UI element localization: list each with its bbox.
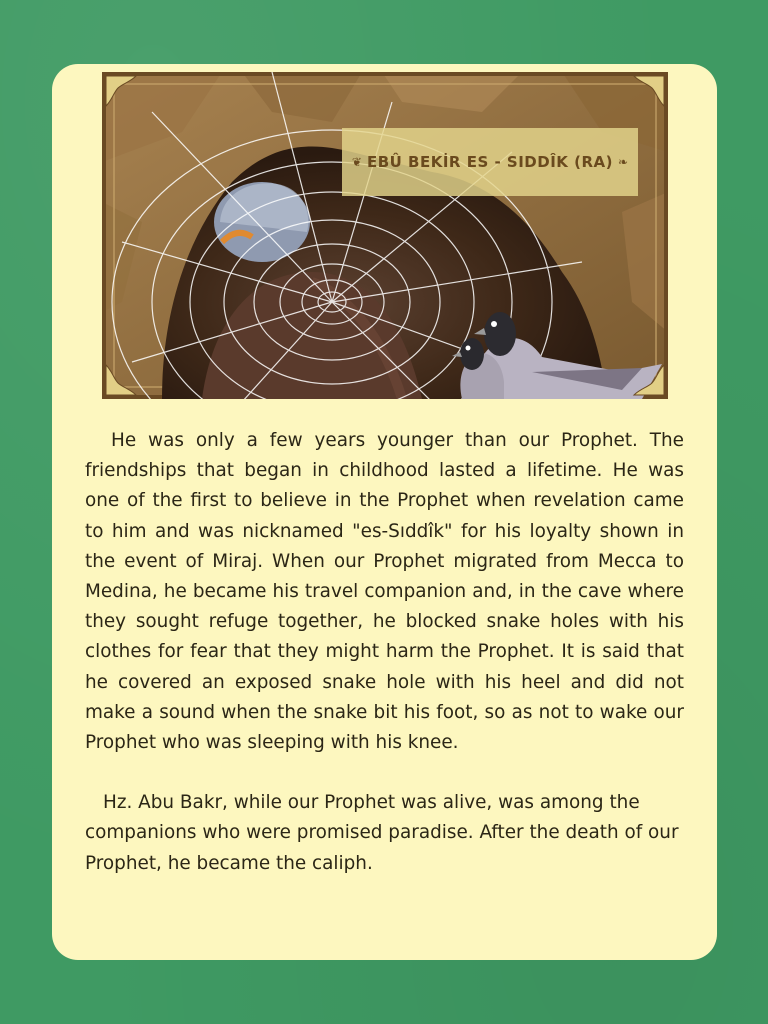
paragraph-1: He was only a few years younger than our Prophet. The friendships that began in childhood lasted a lifetime. He was one of the first to believe in the Prophet when revelation came to him and was nicknamed "es-Sıddîk" for his loyalty shown in the event of Miraj. When our Prophet migrated from Mecca to Medina, he became his travel companion and, in the cave where they sought refuge together, he blocked snake holes with his clothes for fear that they might harm the Prophet. It is said that he covered an exposed snake hole with his heel and did not make a sound when the snake bit his foot, so as not to wake our Prophet who was sleeping with his knee.	[85, 430, 684, 754]
content-card	[52, 64, 717, 960]
article-body	[85, 426, 684, 879]
cave-illustration	[102, 72, 668, 399]
ornament-left-icon: ❦	[351, 155, 362, 169]
title-banner	[342, 128, 638, 196]
ornament-right-icon: ❧	[618, 155, 629, 169]
cave-scene	[102, 72, 668, 399]
paragraph-2: Hz. Abu Bakr, while our Prophet was alive, was among the companions who were promised paradise. After the death of our Prophet, he became the caliph.	[85, 792, 679, 874]
illustration-title: EBÛ BEKİR ES - SIDDÎK (RA)	[366, 153, 614, 171]
